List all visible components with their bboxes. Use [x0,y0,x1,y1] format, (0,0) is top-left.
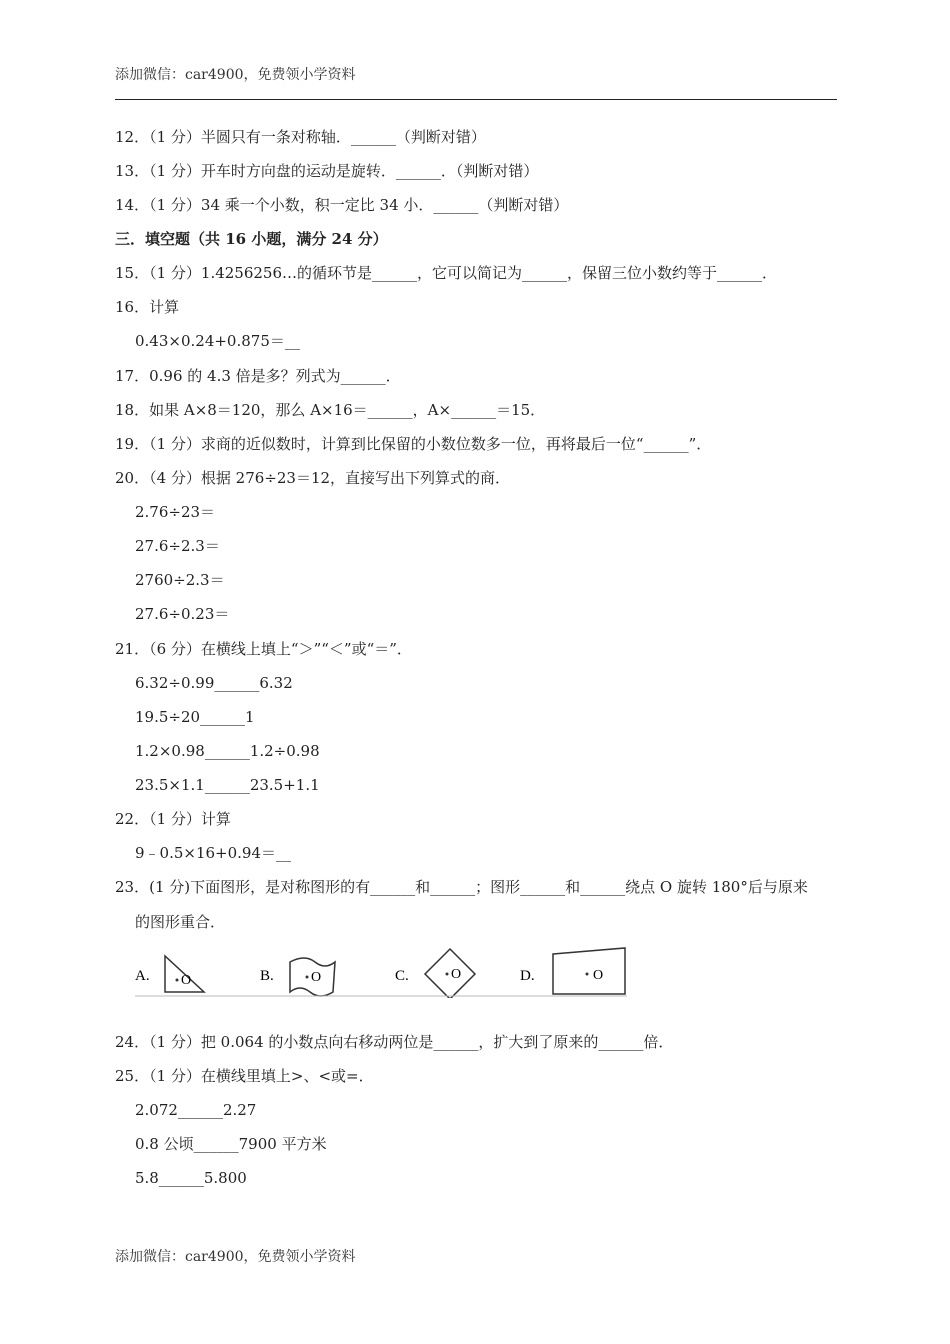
question-16: 16．计算 [115,298,180,316]
shape-c-center-label: O [451,967,462,982]
question-23: 23．(1 分)下面图形，是对称图形的有______和______；图形______和______绕点 O 旋转 180°后与原来 [115,878,808,896]
shape-d-quad [553,948,625,994]
shape-c-center-dot [446,973,449,976]
shapes-figure [135,946,627,998]
question-12: 12．（1 分）半圆只有一条对称轴．______（判断对错） [115,128,486,146]
question-20: 20．（4 分）根据 276÷23＝12，直接写出下列算式的商． [115,469,511,487]
figure-label-b: B. [260,968,274,984]
question-21-item: 6.32÷0.99______6.32 [135,674,293,692]
shape-d-center-dot [586,973,589,976]
question-22: 22．（1 分）计算 [115,810,231,828]
question-21-item: 1.2×0.98______1.2÷0.98 [135,742,320,760]
shape-d-center-label: O [593,968,604,983]
question-17: 17．0.96 的 4.3 倍是多？列式为______． [115,367,401,385]
shape-a-center-dot [176,979,179,982]
question-21-item: 23.5×1.1______23.5+1.1 [135,776,320,794]
figure-label-a: A. [135,968,150,984]
question-15: 15．（1 分）1.4256256…的循环节是______，它可以简记为______，保留三位小数约等于______． [115,264,778,282]
question-22-expr: 9﹣0.5×16+0.94＝__ [135,844,292,862]
question-20-item: 2.76÷23＝ [135,503,216,521]
question-25-item: 2.072______2.27 [135,1101,257,1119]
question-25: 25．（1 分）在横线里填上>、<或=． [115,1067,374,1085]
question-20-item: 2760÷2.3＝ [135,571,225,589]
question-20-item: 27.6÷0.23＝ [135,605,230,623]
question-21-item: 19.5÷20______1 [135,708,255,726]
question-19: 19．（1 分）求商的近似数时，计算到比保留的小数位数多一位，再将最后一位“______”． [115,435,712,453]
shape-a-center-label: O [181,973,192,988]
shape-b-center-label: O [311,970,322,985]
question-25-item: 5.8______5.800 [135,1169,247,1187]
question-23-cont: 的图形重合． [135,913,226,931]
figure-label-d: D. [520,968,535,984]
header-rule [115,99,837,100]
question-24: 24．（1 分）把 0.064 的小数点向右移动两位是______，扩大到了原来的______倍． [115,1033,674,1051]
question-16-expr: 0.43×0.24+0.875＝__ [135,332,300,350]
shape-c-diamond [425,949,475,998]
page-footer: 添加微信：car4900，免费领小学资料 [115,1249,356,1265]
question-13: 13．（1 分）开车时方向盘的运动是旋转．______．（判断对错） [115,162,539,180]
question-20-item: 27.6÷2.3＝ [135,537,220,555]
page-header: 添加微信：car4900，免费领小学资料 [115,67,356,83]
question-21: 21．（6 分）在横线上填上“＞”“＜”或“＝”． [115,640,412,658]
shape-b-center-dot [306,976,309,979]
question-18: 18．如果 A×8＝120，那么 A×16＝______，A×______＝15． [115,401,546,419]
section-title: 三．填空题（共 16 小题，满分 24 分） [115,230,388,248]
question-14: 14．（1 分）34 乘一个小数，积一定比 34 小．______（判断对错） [115,196,569,214]
question-25-item: 0.8 公顷______7900 平方米 [135,1135,327,1153]
figure-label-c: C. [395,968,409,984]
